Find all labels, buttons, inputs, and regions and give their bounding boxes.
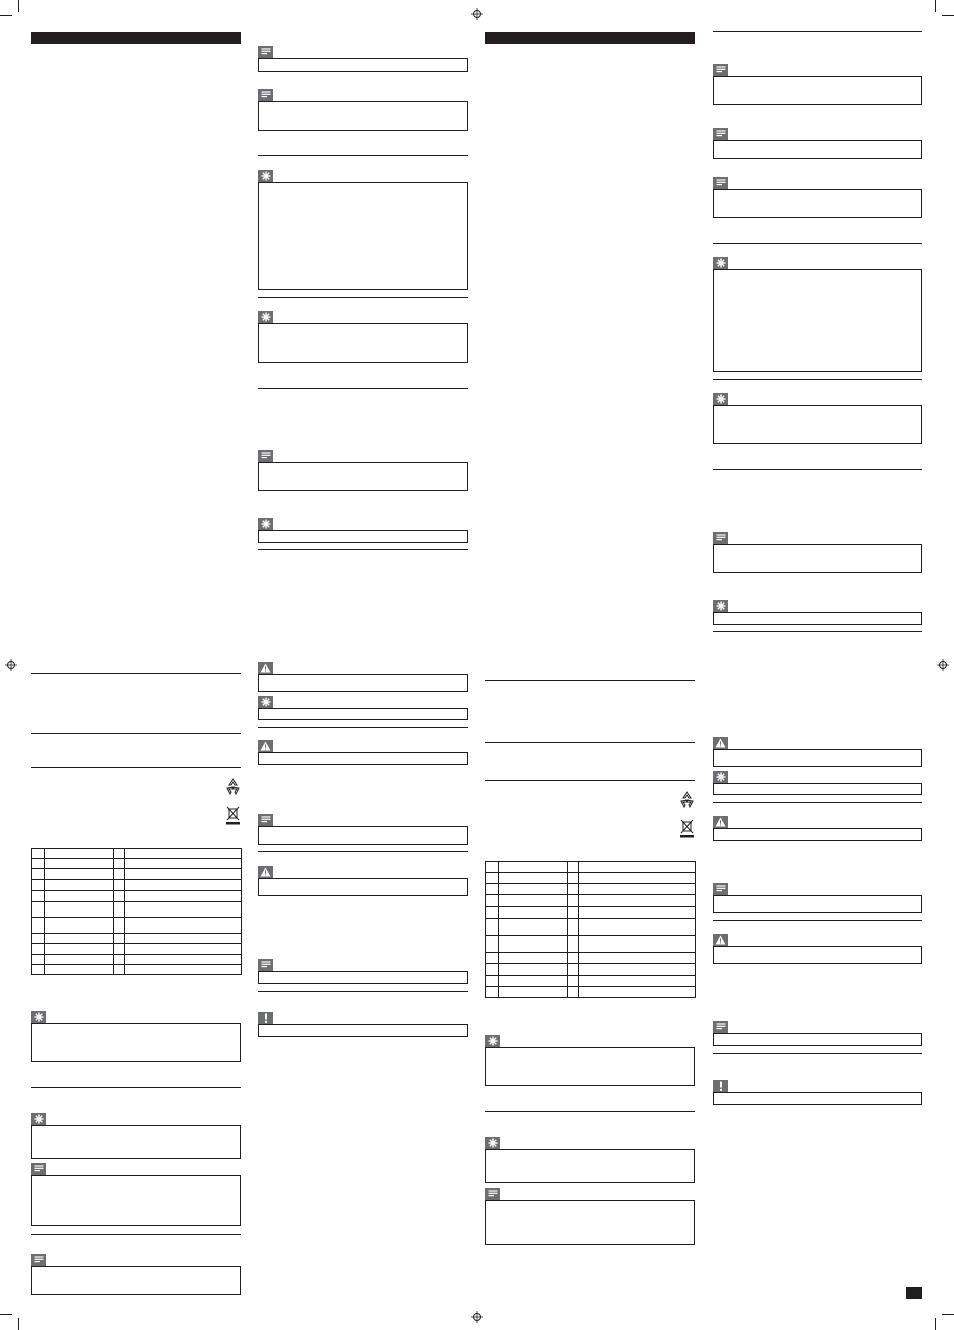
section-divider <box>31 767 241 768</box>
tip-icon <box>488 1138 498 1148</box>
section-divider <box>713 243 922 244</box>
note-icon <box>34 1165 44 1173</box>
note-box <box>713 1033 922 1046</box>
section-divider <box>713 920 922 921</box>
section-divider <box>713 802 922 803</box>
note-tag <box>713 1021 728 1033</box>
tip-icon <box>261 519 271 529</box>
note-box <box>258 58 468 72</box>
section-divider <box>258 297 468 298</box>
tip-box <box>713 612 922 625</box>
tip-icon <box>261 171 271 181</box>
warning-icon <box>260 867 271 877</box>
warning-tag <box>713 934 728 946</box>
section-divider <box>713 31 922 32</box>
note-icon <box>34 1256 44 1264</box>
note-box <box>485 1200 695 1245</box>
section-divider <box>258 549 468 550</box>
note-icon <box>716 66 726 74</box>
note-tag <box>31 1254 46 1266</box>
section-divider <box>31 1087 241 1088</box>
tip-box <box>485 1047 695 1086</box>
section-divider <box>258 727 468 728</box>
section-title-bar <box>31 32 241 44</box>
section-divider <box>258 851 468 852</box>
note-tag <box>485 1188 500 1200</box>
tip-icon <box>716 601 726 611</box>
note-icon <box>716 534 726 542</box>
note-tag <box>713 177 728 189</box>
warning-icon <box>715 817 726 827</box>
tip-box <box>31 1023 241 1062</box>
tip-box <box>485 1149 695 1183</box>
warning-box <box>258 878 468 896</box>
warning-tag <box>258 662 273 674</box>
section-divider <box>713 469 922 470</box>
note-icon <box>261 452 271 460</box>
tip-box <box>258 530 468 543</box>
registration-mark-icon <box>471 8 483 20</box>
note-icon <box>716 1023 726 1031</box>
tip-tag <box>258 696 273 708</box>
note-box <box>713 895 922 913</box>
warning-tag <box>713 816 728 828</box>
note-tag <box>713 128 728 140</box>
tip-box <box>258 182 468 290</box>
registration-mark-icon <box>937 659 949 671</box>
tip-icon <box>716 258 726 268</box>
registration-mark-icon <box>471 1311 483 1323</box>
caution-box <box>258 1024 468 1037</box>
tip-box <box>258 708 468 720</box>
section-divider <box>713 1053 922 1054</box>
tip-tag <box>713 393 728 405</box>
tip-box <box>713 269 922 372</box>
note-box <box>713 189 922 218</box>
section-divider <box>31 673 241 674</box>
tip-tag <box>31 1011 46 1023</box>
tip-box <box>713 405 922 444</box>
warning-icon <box>260 663 271 673</box>
note-tag <box>258 46 273 58</box>
recycle-icon <box>224 777 242 797</box>
warning-icon <box>715 935 726 945</box>
caution-icon <box>719 1081 723 1091</box>
note-box <box>31 1266 241 1295</box>
tip-tag <box>258 311 273 323</box>
crossed-out-bin-icon <box>224 805 242 825</box>
caution-tag <box>713 1080 728 1092</box>
note-icon <box>488 1190 498 1198</box>
tip-icon <box>261 697 271 707</box>
note-icon <box>261 48 271 56</box>
section-divider <box>31 733 241 734</box>
section-divider <box>31 1234 241 1235</box>
warning-box <box>713 946 922 964</box>
note-tag <box>713 64 728 76</box>
warning-tag <box>713 737 728 749</box>
note-icon <box>716 179 726 187</box>
tip-tag <box>485 1137 500 1149</box>
note-box <box>258 826 468 845</box>
caution-box <box>713 1092 922 1105</box>
note-tag <box>31 1163 46 1175</box>
crossed-out-bin-icon <box>678 818 696 838</box>
section-divider <box>258 991 468 992</box>
note-icon <box>716 885 726 893</box>
tip-tag <box>485 1035 500 1047</box>
note-icon <box>716 130 726 138</box>
note-tag <box>713 883 728 895</box>
note-icon <box>261 961 271 969</box>
note-box <box>258 971 468 984</box>
note-icon <box>261 816 271 824</box>
warning-icon <box>715 738 726 748</box>
tip-tag <box>31 1113 46 1125</box>
tip-box <box>31 1125 241 1159</box>
tip-box <box>258 323 468 363</box>
warning-tag <box>258 866 273 878</box>
tip-icon <box>34 1012 44 1022</box>
tip-icon <box>261 312 271 322</box>
note-box <box>713 76 922 105</box>
note-box <box>258 462 468 491</box>
note-tag <box>258 450 273 462</box>
warning-icon <box>260 741 271 751</box>
section-divider <box>485 780 695 781</box>
tip-tag <box>713 771 728 783</box>
note-tag <box>258 959 273 971</box>
tip-tag <box>258 170 273 182</box>
section-divider <box>485 742 695 743</box>
tip-tag <box>713 257 728 269</box>
warning-box <box>258 674 468 692</box>
note-box <box>713 544 922 573</box>
tip-tag <box>258 518 273 530</box>
note-tag <box>713 532 728 544</box>
note-box <box>31 1175 241 1226</box>
section-divider <box>485 680 695 681</box>
section-title-bar <box>485 32 695 44</box>
note-box <box>713 140 922 159</box>
note-icon <box>261 91 271 99</box>
warning-box <box>713 749 922 767</box>
tip-icon <box>488 1036 498 1046</box>
specification-table <box>31 848 242 975</box>
section-divider <box>485 1111 695 1112</box>
section-divider <box>258 388 468 389</box>
tip-icon <box>716 394 726 404</box>
page-number-tab <box>906 1287 922 1299</box>
section-divider <box>713 631 922 632</box>
note-box <box>258 101 468 131</box>
specification-table <box>485 861 696 998</box>
tip-box <box>713 783 922 795</box>
note-tag <box>258 89 273 101</box>
recycle-icon <box>678 790 696 810</box>
section-divider <box>258 155 468 156</box>
warning-box <box>713 828 922 841</box>
tip-icon <box>34 1114 44 1124</box>
section-divider <box>713 379 922 380</box>
tip-tag <box>713 600 728 612</box>
warning-box <box>258 752 468 765</box>
caution-tag <box>258 1012 273 1024</box>
note-tag <box>258 814 273 826</box>
caution-icon <box>264 1013 268 1023</box>
warning-tag <box>258 740 273 752</box>
tip-icon <box>716 772 726 782</box>
registration-mark-icon <box>5 659 17 671</box>
